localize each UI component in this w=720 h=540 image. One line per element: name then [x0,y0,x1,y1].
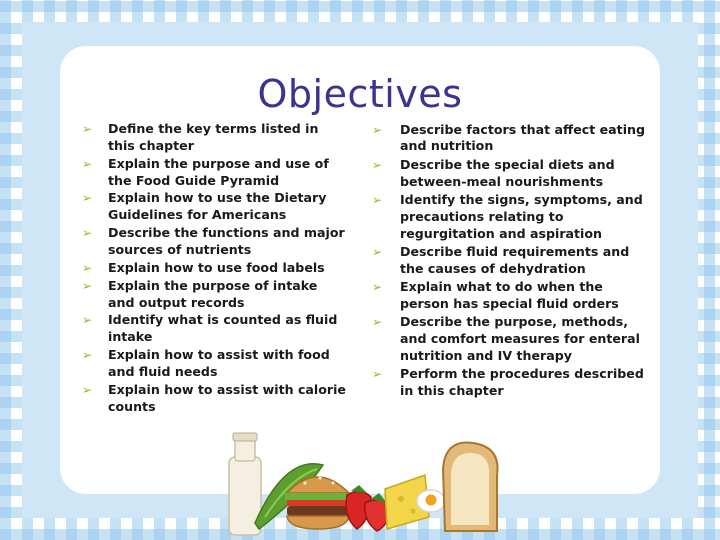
objective-item [366,314,648,364]
objective-text: Explain how to use the Dietary Guidelines for Americans [108,190,327,223]
arrow-bullet-icon: ➢ [82,382,93,397]
objective-item [366,157,648,191]
objective-item [76,312,346,346]
arrow-bullet-icon: ➢ [82,260,93,275]
slide-title: Objectives [257,72,463,116]
arrow-bullet-icon: ➢ [82,156,93,171]
arrow-bullet-icon: ➢ [82,191,93,206]
arrow-bullet-icon: ➢ [372,244,383,259]
objective-text: Describe factors that affect eating and nutrition [400,121,645,154]
objective-text: Perform the procedures described in this chapter [400,366,644,399]
objective-text: Describe fluid requirements and the causes of dehydration [400,243,630,276]
right-objectives-list [366,122,648,400]
objective-item [366,192,648,242]
arrow-bullet-icon: ➢ [82,122,93,137]
objective-item [76,347,346,381]
objective-text: Explain how to use food labels [108,259,325,275]
right-objectives-column [366,120,648,400]
objective-text: Describe the special diets and between-meal nourishments [400,156,615,189]
objective-text: Identify the signs, symptoms, and precautions relating to regurgitation and aspiration [400,191,643,241]
arrow-bullet-icon: ➢ [372,192,383,207]
objective-text: Explain how to assist with calorie counts [108,381,346,414]
objective-item [76,382,346,416]
bread-icon [443,443,498,531]
objective-item [76,190,346,224]
objective-text: Describe the purpose, methods, and comfort measures for enteral nutrition and IV therapy [400,314,640,363]
arrow-bullet-icon: ➢ [372,122,383,137]
objective-item [366,279,648,313]
objective-item [76,278,346,312]
arrow-bullet-icon: ➢ [82,313,93,328]
objective-text: Define the key terms listed in this chapter [108,121,319,153]
arrow-bullet-icon: ➢ [82,278,93,293]
objective-item [76,225,346,259]
egg-icon [417,490,445,512]
objective-text: Identify what is counted as fluid intake [108,312,338,345]
left-objectives-list [76,121,346,415]
objective-item [76,121,346,155]
objective-item [76,260,346,277]
food-clipart [225,425,505,540]
objective-text: Explain how to assist with food and fluid needs [108,347,330,379]
objective-item [366,122,648,156]
arrow-bullet-icon: ➢ [372,280,383,295]
left-objectives-column [76,120,346,415]
objective-text: Describe the functions and major sources of nutrients [108,225,345,257]
arrow-bullet-icon: ➢ [372,367,383,382]
objective-item [366,366,648,400]
arrow-bullet-icon: ➢ [372,157,383,172]
objective-item [366,244,648,278]
arrow-bullet-icon: ➢ [82,226,93,241]
objective-item [76,156,346,190]
strawberry-icon [346,485,391,531]
objective-text: Explain the purpose and use of the Food Guide Pyramid [108,155,329,188]
arrow-bullet-icon: ➢ [82,348,93,363]
objective-text: Explain what to do when the person has special fluid orders [400,279,619,311]
objective-text: Explain the purpose of intake and output records [108,277,318,310]
arrow-bullet-icon: ➢ [372,315,383,330]
